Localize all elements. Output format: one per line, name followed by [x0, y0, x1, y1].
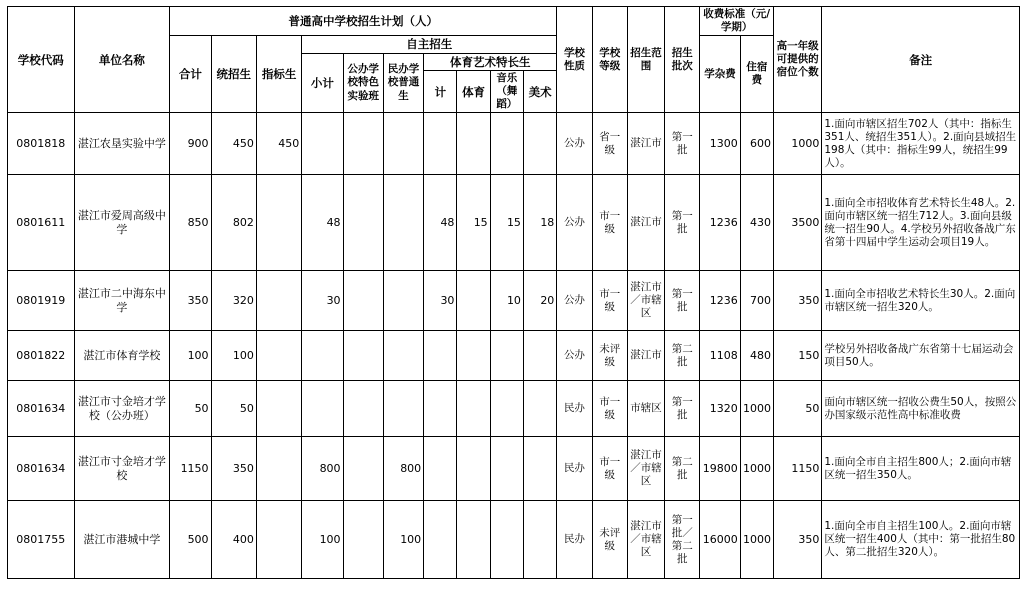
cell-batch: 第一批: [665, 175, 700, 271]
cell-as-music: [490, 501, 523, 579]
col-private-general: 民办学校普通生: [383, 53, 423, 113]
cell-unified: 50: [211, 381, 256, 437]
cell-beds: 1150: [773, 437, 821, 501]
cell-as-sports: [457, 271, 490, 331]
cell-lodging: 1000: [740, 501, 773, 579]
cell-total: 100: [170, 331, 211, 381]
cell-scope: 湛江市／市辖区: [627, 437, 664, 501]
cell-unit-name: 湛江市港城中学: [74, 501, 170, 579]
cell-beds: 350: [773, 501, 821, 579]
cell-quota: [256, 271, 301, 331]
cell-beds: 150: [773, 331, 821, 381]
cell-as-music: [490, 437, 523, 501]
cell-unit-name: 湛江市爱周高级中学: [74, 175, 170, 271]
cell-subtotal: 100: [302, 501, 343, 579]
cell-private-general: [383, 381, 423, 437]
col-plan-group: 普通高中学校招生计划（人）: [170, 7, 557, 36]
cell-school-code: 0801634: [8, 437, 75, 501]
cell-as-music: [490, 113, 523, 175]
cell-lodging: 480: [740, 331, 773, 381]
cell-quota: [256, 437, 301, 501]
cell-unified: 450: [211, 113, 256, 175]
cell-as-subtotal: [424, 501, 457, 579]
cell-lodging: 430: [740, 175, 773, 271]
cell-as-art: [523, 437, 556, 501]
cell-as-subtotal: 48: [424, 175, 457, 271]
cell-remarks: 1.面向全市招收体育艺术特长生48人。2.面向市辖区统一招生712人。3.面向县级统一招生90人。4.学校另外招收备战广东省第十四届中学生运动会项目19人。: [822, 175, 1020, 271]
cell-scope: 湛江市: [627, 113, 664, 175]
col-subtotal: 小计: [302, 53, 343, 113]
cell-unit-name: 湛江农垦实验中学: [74, 113, 170, 175]
cell-school-code: 0801919: [8, 271, 75, 331]
col-quota: 指标生: [256, 36, 301, 113]
cell-as-music: [490, 381, 523, 437]
cell-unit-name: 湛江市寸金培才学校: [74, 437, 170, 501]
cell-subtotal: [302, 113, 343, 175]
cell-feature-class: [343, 381, 383, 437]
cell-nature: 公办: [557, 331, 592, 381]
cell-unified: 320: [211, 271, 256, 331]
cell-scope: 湛江市: [627, 331, 664, 381]
cell-batch: 第一批／第二批: [665, 501, 700, 579]
cell-lodging: 1000: [740, 437, 773, 501]
cell-private-general: [383, 175, 423, 271]
cell-level: 省一级: [592, 113, 627, 175]
cell-as-art: 20: [523, 271, 556, 331]
cell-as-music: [490, 331, 523, 381]
cell-school-code: 0801611: [8, 175, 75, 271]
cell-tuition: 19800: [700, 437, 740, 501]
col-school-level: 学校等级: [592, 7, 627, 113]
cell-level: 市一级: [592, 381, 627, 437]
cell-unit-name: 湛江市二中海东中学: [74, 271, 170, 331]
table-row: [8, 331, 1020, 381]
cell-as-subtotal: [424, 437, 457, 501]
cell-remarks: 1.面向市辖区招生702人（其中：指标生351人、统招生351人）。2.面向县域招生198人（其中：指标生99人，统招生99人）。: [822, 113, 1020, 175]
col-lodging: 住宿费: [740, 36, 773, 113]
table-row: [8, 175, 1020, 271]
col-remarks: 备注: [822, 7, 1020, 113]
cell-quota: [256, 381, 301, 437]
cell-batch: 第一批: [665, 381, 700, 437]
cell-beds: 3500: [773, 175, 821, 271]
cell-as-subtotal: [424, 331, 457, 381]
cell-quota: [256, 501, 301, 579]
cell-as-subtotal: [424, 381, 457, 437]
cell-beds: 1000: [773, 113, 821, 175]
cell-private-general: [383, 331, 423, 381]
cell-total: 850: [170, 175, 211, 271]
cell-subtotal: 30: [302, 271, 343, 331]
col-unit-name: 单位名称: [74, 7, 170, 113]
cell-school-code: 0801822: [8, 331, 75, 381]
cell-as-art: [523, 501, 556, 579]
cell-subtotal: 48: [302, 175, 343, 271]
cell-remarks: 1.面向全市自主招生800人；2.面向市辖区统一招生350人。: [822, 437, 1020, 501]
cell-feature-class: [343, 501, 383, 579]
cell-as-sports: [457, 381, 490, 437]
cell-private-general: [383, 113, 423, 175]
cell-quota: [256, 331, 301, 381]
col-tuition: 学杂费: [700, 36, 740, 113]
cell-tuition: 1108: [700, 331, 740, 381]
cell-level: 未评级: [592, 501, 627, 579]
cell-remarks: 1.面向全市招收艺术特长生30人。2.面向市辖区统一招生320人。: [822, 271, 1020, 331]
cell-quota: 450: [256, 113, 301, 175]
cell-as-music: 10: [490, 271, 523, 331]
cell-total: 500: [170, 501, 211, 579]
cell-as-sports: [457, 501, 490, 579]
col-total: 合计: [170, 36, 211, 113]
cell-as-sports: [457, 331, 490, 381]
cell-total: 350: [170, 271, 211, 331]
cell-scope: 湛江市: [627, 175, 664, 271]
cell-feature-class: [343, 113, 383, 175]
cell-level: 市一级: [592, 175, 627, 271]
cell-beds: 50: [773, 381, 821, 437]
cell-total: 900: [170, 113, 211, 175]
cell-lodging: 700: [740, 271, 773, 331]
col-as-art: 美术: [523, 71, 556, 113]
cell-as-sports: [457, 437, 490, 501]
col-school-nature: 学校性质: [557, 7, 592, 113]
cell-beds: 350: [773, 271, 821, 331]
cell-as-art: 18: [523, 175, 556, 271]
cell-lodging: 1000: [740, 381, 773, 437]
cell-nature: 公办: [557, 271, 592, 331]
cell-as-art: [523, 381, 556, 437]
cell-level: 市一级: [592, 437, 627, 501]
cell-subtotal: 800: [302, 437, 343, 501]
col-school-code: 学校代码: [8, 7, 75, 113]
cell-tuition: 1300: [700, 113, 740, 175]
cell-tuition: 1320: [700, 381, 740, 437]
cell-nature: 公办: [557, 113, 592, 175]
spreadsheet-page: [0, 6, 1027, 604]
cell-batch: 第二批: [665, 331, 700, 381]
col-enroll-batch: 招生批次: [665, 7, 700, 113]
cell-batch: 第一批: [665, 113, 700, 175]
cell-private-general: 800: [383, 437, 423, 501]
cell-unit-name: 湛江市寸金培才学校（公办班）: [74, 381, 170, 437]
cell-tuition: 1236: [700, 175, 740, 271]
col-as-sports: 体育: [457, 71, 490, 113]
col-as-subtotal: 计: [424, 71, 457, 113]
header-row-1: [8, 7, 1020, 36]
col-enroll-scope: 招生范围: [627, 7, 664, 113]
cell-total: 1150: [170, 437, 211, 501]
col-unified: 统招生: [211, 36, 256, 113]
col-arts-sports-group: 体育艺术特长生: [424, 53, 557, 70]
table-row: [8, 113, 1020, 175]
cell-level: 未评级: [592, 331, 627, 381]
cell-remarks: 面向市辖区统一招收公费生50人，按照公办国家级示范性高中标准收费: [822, 381, 1020, 437]
cell-lodging: 600: [740, 113, 773, 175]
cell-as-sports: 15: [457, 175, 490, 271]
cell-remarks: 学校另外招收备战广东省第十七届运动会项目50人。: [822, 331, 1020, 381]
cell-scope: 湛江市／市辖区: [627, 271, 664, 331]
enrollment-plan-table: [7, 6, 1020, 579]
cell-as-subtotal: [424, 113, 457, 175]
cell-scope: 市辖区: [627, 381, 664, 437]
cell-private-general: 100: [383, 501, 423, 579]
cell-level: 市一级: [592, 271, 627, 331]
cell-school-code: 0801818: [8, 113, 75, 175]
table-row: [8, 501, 1020, 579]
cell-as-art: [523, 113, 556, 175]
cell-school-code: 0801755: [8, 501, 75, 579]
cell-feature-class: [343, 437, 383, 501]
cell-batch: 第一批: [665, 271, 700, 331]
table-row: [8, 437, 1020, 501]
cell-nature: 民办: [557, 437, 592, 501]
cell-school-code: 0801634: [8, 381, 75, 437]
cell-unified: 100: [211, 331, 256, 381]
cell-remarks: 1.面向全市自主招生100人。2.面向市辖区统一招生400人（其中：第一批招生80人、第二批招生320人）。: [822, 501, 1020, 579]
cell-unified: 802: [211, 175, 256, 271]
cell-scope: 湛江市／市辖区: [627, 501, 664, 579]
table-row: [8, 271, 1020, 331]
cell-unit-name: 湛江市体育学校: [74, 331, 170, 381]
cell-quota: [256, 175, 301, 271]
cell-batch: 第二批: [665, 437, 700, 501]
col-as-music: 音乐（舞蹈）: [490, 71, 523, 113]
col-independent-group: 自主招生: [302, 36, 557, 53]
cell-subtotal: [302, 381, 343, 437]
cell-tuition: 16000: [700, 501, 740, 579]
cell-nature: 民办: [557, 501, 592, 579]
table-body: [8, 113, 1020, 579]
cell-subtotal: [302, 331, 343, 381]
table-header: [8, 7, 1020, 113]
table-row: [8, 381, 1020, 437]
cell-feature-class: [343, 331, 383, 381]
col-public-feature-class: 公办学校特色实验班: [343, 53, 383, 113]
cell-as-sports: [457, 113, 490, 175]
col-dorm-beds: 高一年级可提供的宿位个数: [773, 7, 821, 113]
cell-as-music: 15: [490, 175, 523, 271]
col-fee-group: 收费标准（元/学期）: [700, 7, 774, 36]
cell-unified: 400: [211, 501, 256, 579]
cell-private-general: [383, 271, 423, 331]
cell-feature-class: [343, 271, 383, 331]
cell-tuition: 1236: [700, 271, 740, 331]
cell-feature-class: [343, 175, 383, 271]
cell-total: 50: [170, 381, 211, 437]
cell-as-art: [523, 331, 556, 381]
cell-nature: 民办: [557, 381, 592, 437]
cell-unified: 350: [211, 437, 256, 501]
cell-as-subtotal: 30: [424, 271, 457, 331]
cell-nature: 公办: [557, 175, 592, 271]
